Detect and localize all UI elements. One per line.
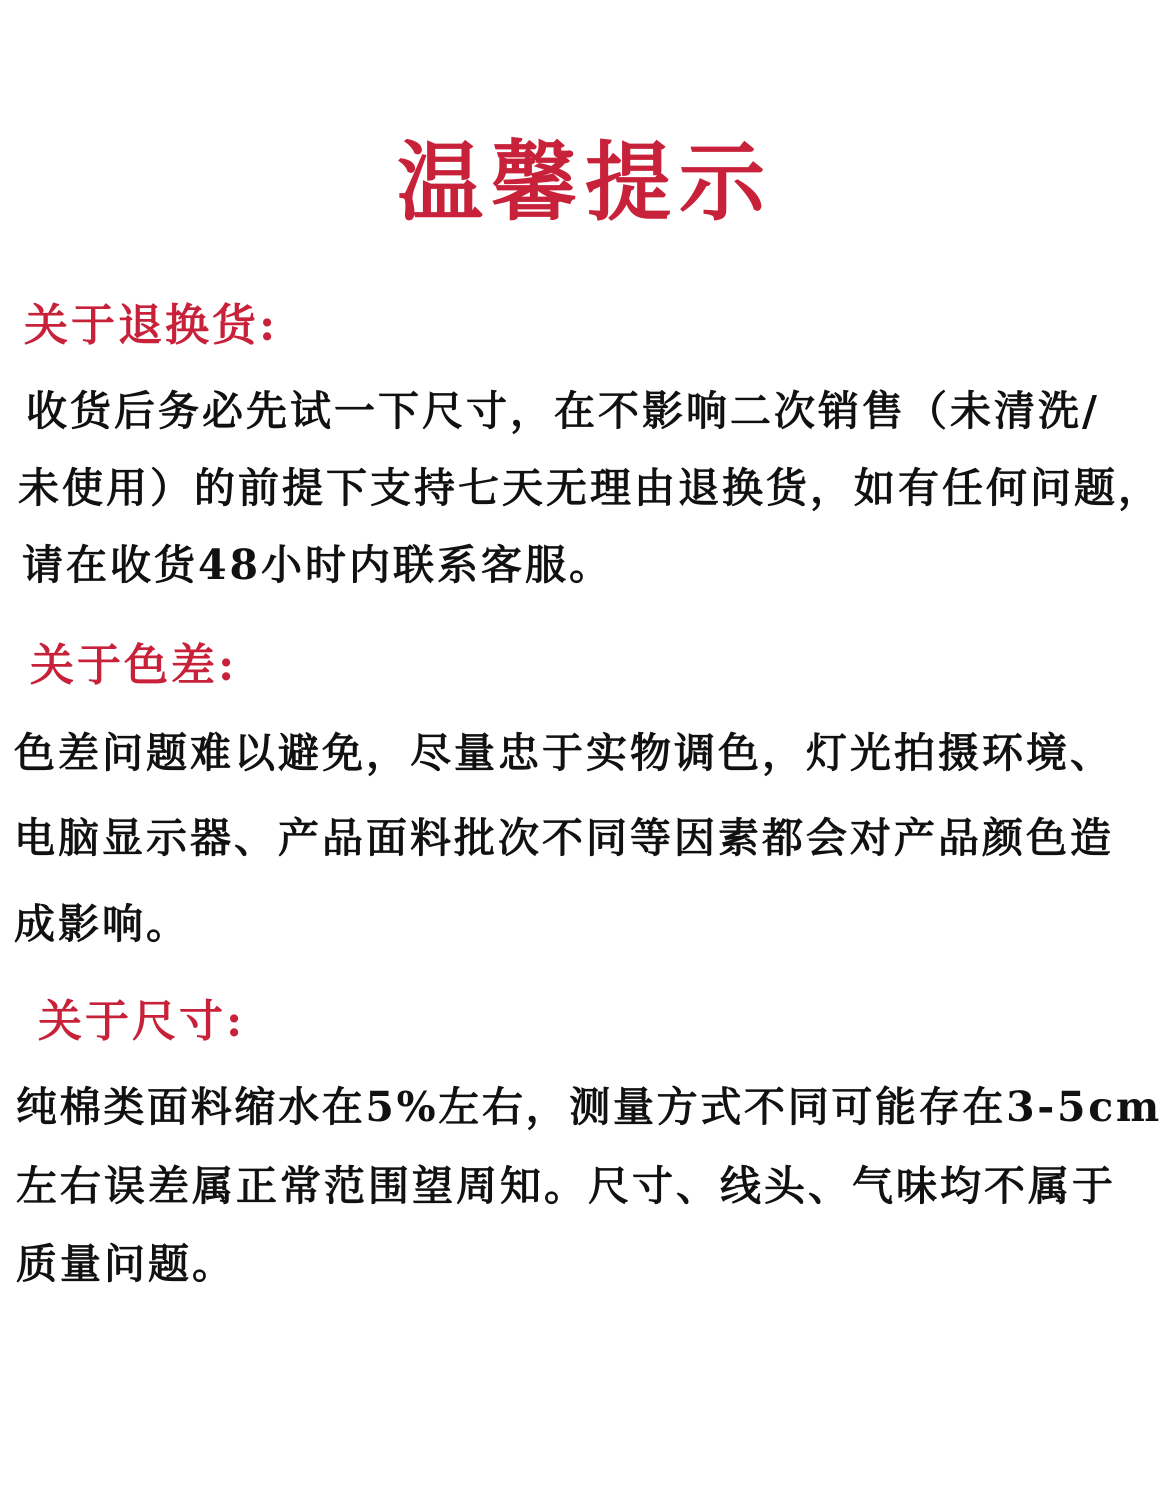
returns-text-line-2: 未使用）的前提下支持七天无理由退换货，如有任何问题， bbox=[18, 464, 1162, 512]
section-heading-color-difference: 关于色差: bbox=[30, 640, 238, 691]
page-title: 温馨提示 bbox=[397, 132, 773, 233]
color-text-line-1: 色差问题难以避免，尽量忠于实物调色，灯光拍摄环境、 bbox=[14, 729, 1114, 777]
color-text-line-3: 成影响。 bbox=[14, 900, 190, 948]
size-text-line-2: 左右误差属正常范围望周知。尺寸、线头、气味均不属于 bbox=[16, 1162, 1116, 1210]
section-heading-size: 关于尺寸: bbox=[38, 996, 246, 1047]
color-text-line-2: 电脑显示器、产品面料批次不同等因素都会对产品颜色造 bbox=[14, 814, 1114, 862]
section-heading-returns: 关于退换货: bbox=[24, 300, 279, 351]
returns-text-line-3: 请在收货48小时内联系客服。 bbox=[22, 541, 614, 589]
size-text-line-1: 纯棉类面料缩水在5%左右，测量方式不同可能存在3-5cm bbox=[16, 1083, 1162, 1131]
size-text-line-3: 质量问题。 bbox=[16, 1240, 236, 1288]
returns-text-line-1: 收货后务必先试一下尺寸，在不影响二次销售（未清洗/ bbox=[26, 387, 1100, 435]
